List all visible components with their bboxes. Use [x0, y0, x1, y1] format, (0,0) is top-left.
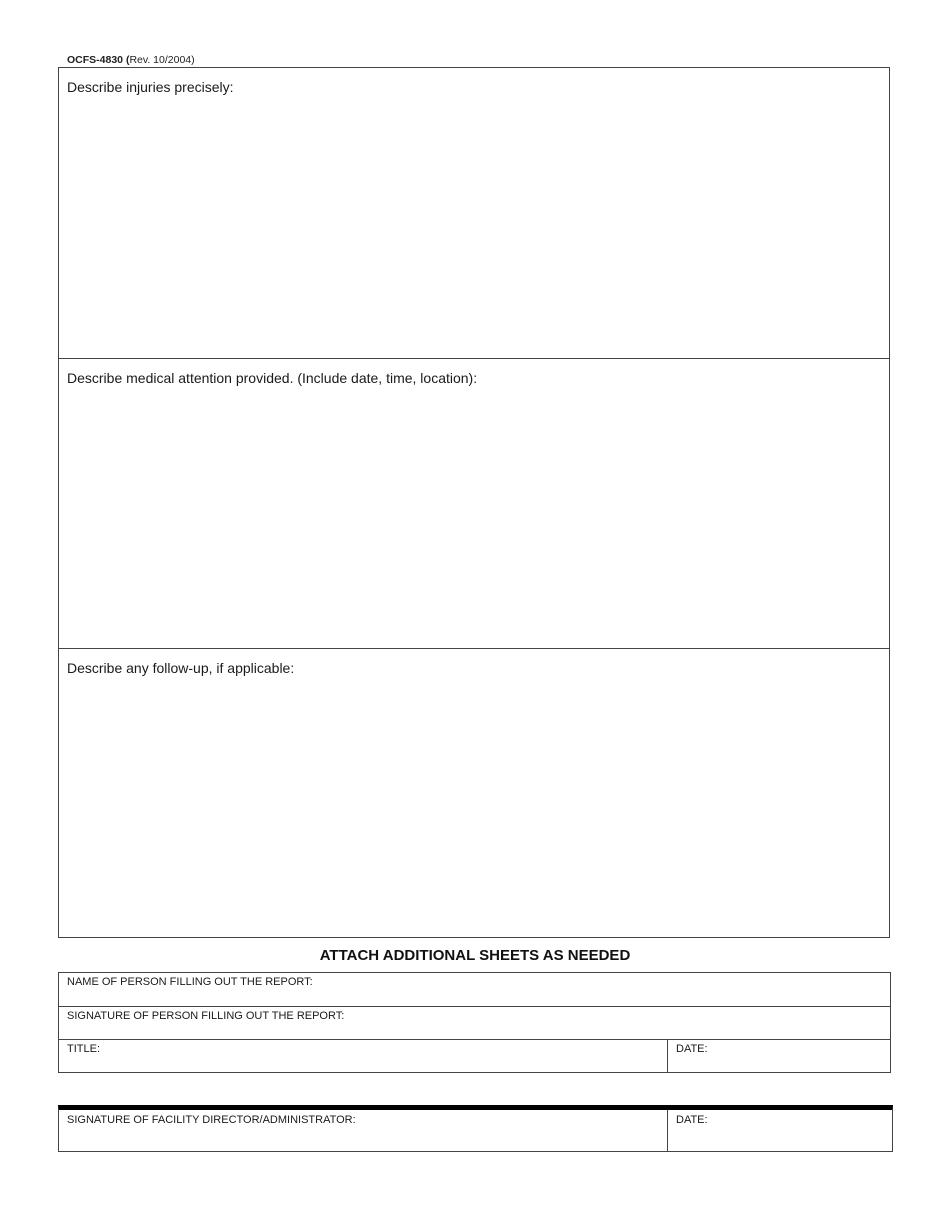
title-field[interactable]: [59, 1040, 668, 1072]
reporter-date-field[interactable]: [668, 1040, 890, 1072]
description-box: [58, 67, 890, 938]
director-signature-field[interactable]: [59, 1110, 668, 1151]
medical-attention-section: [59, 359, 889, 649]
form-revision: Rev. 10/2004): [129, 54, 195, 66]
form-identifier: [67, 54, 195, 66]
reporter-signature-field[interactable]: [59, 1007, 890, 1039]
director-row: [59, 1110, 892, 1151]
follow-up-section: [59, 649, 889, 937]
form-code: OCFS-4830 (: [67, 54, 130, 66]
reporter-signature-table: [58, 972, 891, 1073]
reporter-name-field[interactable]: [59, 973, 890, 1006]
title-date-row: [59, 1040, 890, 1072]
follow-up-label: Describe any follow-up, if applicable:: [67, 660, 295, 676]
director-date-label: DATE:: [676, 1114, 708, 1126]
injuries-section: [59, 68, 889, 359]
reporter-signature-row: [59, 1007, 890, 1040]
title-label: TITLE:: [67, 1043, 101, 1055]
injuries-field[interactable]: [61, 102, 887, 356]
director-signature-label: SIGNATURE OF FACILITY DIRECTOR/ADMINISTRATOR:: [67, 1114, 356, 1126]
reporter-name-row: [59, 973, 890, 1007]
medical-attention-label: Describe medical attention provided. (Include date, time, location):: [67, 370, 478, 386]
reporter-name-label: NAME OF PERSON FILLING OUT THE REPORT:: [67, 976, 313, 988]
reporter-date-label: DATE:: [676, 1043, 708, 1055]
reporter-signature-label: SIGNATURE OF PERSON FILLING OUT THE REPORT:: [67, 1010, 345, 1022]
follow-up-field[interactable]: [61, 683, 887, 935]
director-signature-table: [58, 1105, 893, 1152]
director-date-field[interactable]: [668, 1110, 892, 1151]
attach-sheets-heading: ATTACH ADDITIONAL SHEETS AS NEEDED: [319, 947, 631, 964]
medical-attention-field[interactable]: [61, 393, 887, 646]
injuries-label: Describe injuries precisely:: [67, 79, 234, 95]
